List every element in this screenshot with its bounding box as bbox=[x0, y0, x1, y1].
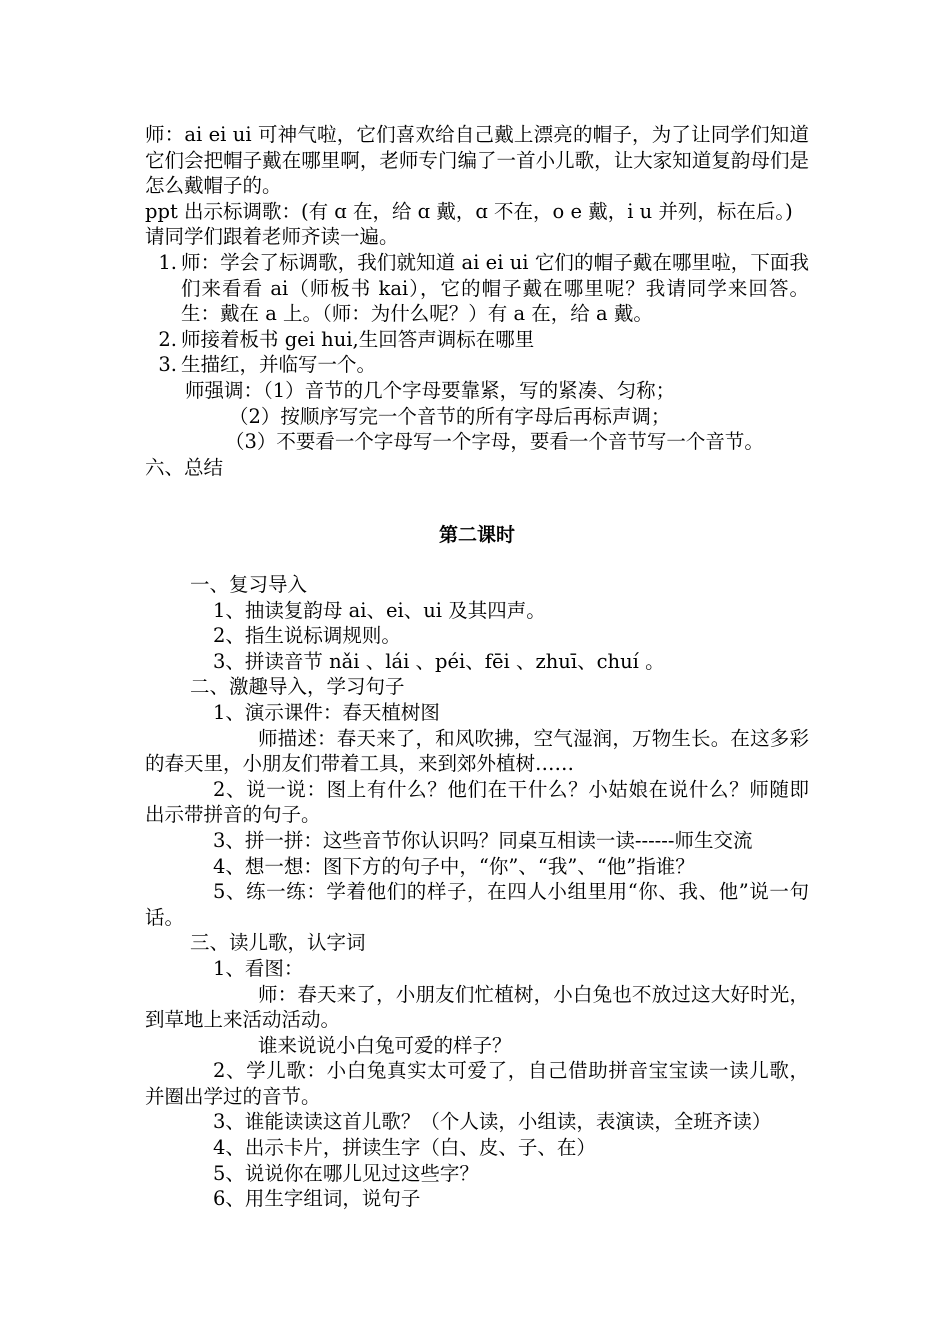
lesson-part-one bbox=[145, 122, 809, 480]
interest-step-2: 2、说一说：图上有什么？他们在干什么？小姑娘在说什么？师随即出示带拼音的句子。 bbox=[145, 777, 809, 827]
review-step-1: 1、抽读复韵母 ai、ei、ui 及其四声。 bbox=[213, 598, 546, 622]
summary-heading: 六、总结 bbox=[145, 455, 224, 479]
rhyme-step-4: 4、出示卡片，拼读生字（白、皮、子、在） bbox=[213, 1136, 596, 1160]
rhyme-heading: 三、读儿歌，认字词 bbox=[190, 931, 366, 955]
interest-step-3: 3、拼一拼：这些音节你认识吗？同桌互相读一读------师生交流 bbox=[213, 828, 753, 852]
teacher-description: 师描述：春天来了，和风吹拂，空气湿润，万物生长。在这多彩的春天里，小朋友们带着工具，来到郊外植树…… bbox=[145, 726, 809, 776]
teacher-intro-paragraph: 师：ai ei ui 可神气啦，它们喜欢给自己戴上漂亮的帽子，为了让同学们知道它们会把帽子戴在哪里啊，老师专门编了一首小儿歌，让大家知道复韵母们是怎么戴帽子的。 bbox=[145, 123, 809, 198]
rhyme-teacher-description: 师：春天来了，小朋友们忙植树，小白兔也不放过这大好时光，到草地上来活动活动。 bbox=[145, 982, 809, 1032]
review-heading: 一、复习导入 bbox=[190, 573, 308, 596]
read-together-paragraph: 请同学们跟着老师齐读一遍。 bbox=[145, 225, 399, 249]
rhyme-step-3: 3、谁能读读这首儿歌？（个人读，小组读，表演读，全班齐读） bbox=[213, 1110, 772, 1134]
rhyme-step-1: 1、看图： bbox=[213, 956, 304, 980]
item-text: 师接着板书 gei hui,生回答声调标在哪里 bbox=[181, 327, 535, 351]
item-text: 生描红，并临写一个。 bbox=[181, 353, 377, 377]
item-text: 师：学会了标调歌，我们就知道 ai ei ui 它们的帽子戴在哪里啦，下面我们来看看 ai（师板书 kai），它的帽子戴在哪里呢？我请同学来回答。 生：戴在 a 上。（师：为什么呢？）有 a 在，给 a 戴。 bbox=[181, 250, 809, 326]
rhyme-step-6: 6、用生字组词，说句子 bbox=[213, 1187, 421, 1211]
numbered-item bbox=[145, 327, 809, 353]
numbered-item bbox=[145, 352, 809, 378]
tone-rhyme-paragraph: ppt 出示标调歌：(有 ɑ 在，给 ɑ 戴，ɑ 不在，o e 戴，i u 并列，标在后。) bbox=[145, 199, 793, 223]
item-number: 2. bbox=[158, 327, 177, 351]
rhyme-question: 谁来说说小白兔可爱的样子？ bbox=[258, 1033, 512, 1057]
interest-step-1: 1、演示课件：春天植树图 bbox=[213, 700, 440, 724]
emphasis-point-2: （2）按顺序写完一个音节的所有字母后再标声调； bbox=[229, 404, 671, 428]
interest-step-5: 5、练一练：学着他们的样子，在四人小组里用“你、我、他”说一句话。 bbox=[145, 880, 809, 929]
rhyme-step-5: 5、说说你在哪儿见过这些字？ bbox=[213, 1161, 479, 1185]
rhyme-step-2: 2、学儿歌：小白兔真实太可爱了，自己借助拼音宝宝读一读儿歌，并圈出学过的音节。 bbox=[145, 1059, 809, 1108]
numbered-item bbox=[145, 250, 809, 327]
item-number: 1. bbox=[158, 250, 177, 274]
lesson-part-two bbox=[145, 572, 809, 1212]
emphasis-intro: 师强调：（1）音节的几个字母要靠紧，写的紧凑、匀称； bbox=[185, 378, 676, 402]
section-title: 第二课时 bbox=[438, 524, 515, 546]
review-step-2: 2、指生说标调规则。 bbox=[213, 624, 401, 648]
emphasis-point-3: （3）不要看一个字母写一个字母，要看一个音节写一个音节。 bbox=[225, 430, 764, 454]
interest-heading: 二、激趣导入，学习句子 bbox=[190, 675, 405, 699]
interest-step-4: 4、想一想：图下方的句子中，“你”、“我”、“他”指谁？ bbox=[213, 854, 695, 878]
item-number: 3. bbox=[158, 353, 177, 377]
review-step-3: 3、拼读音节 nǎi 、lái 、péi、fēi 、zhuī、chuí 。 bbox=[213, 649, 665, 673]
